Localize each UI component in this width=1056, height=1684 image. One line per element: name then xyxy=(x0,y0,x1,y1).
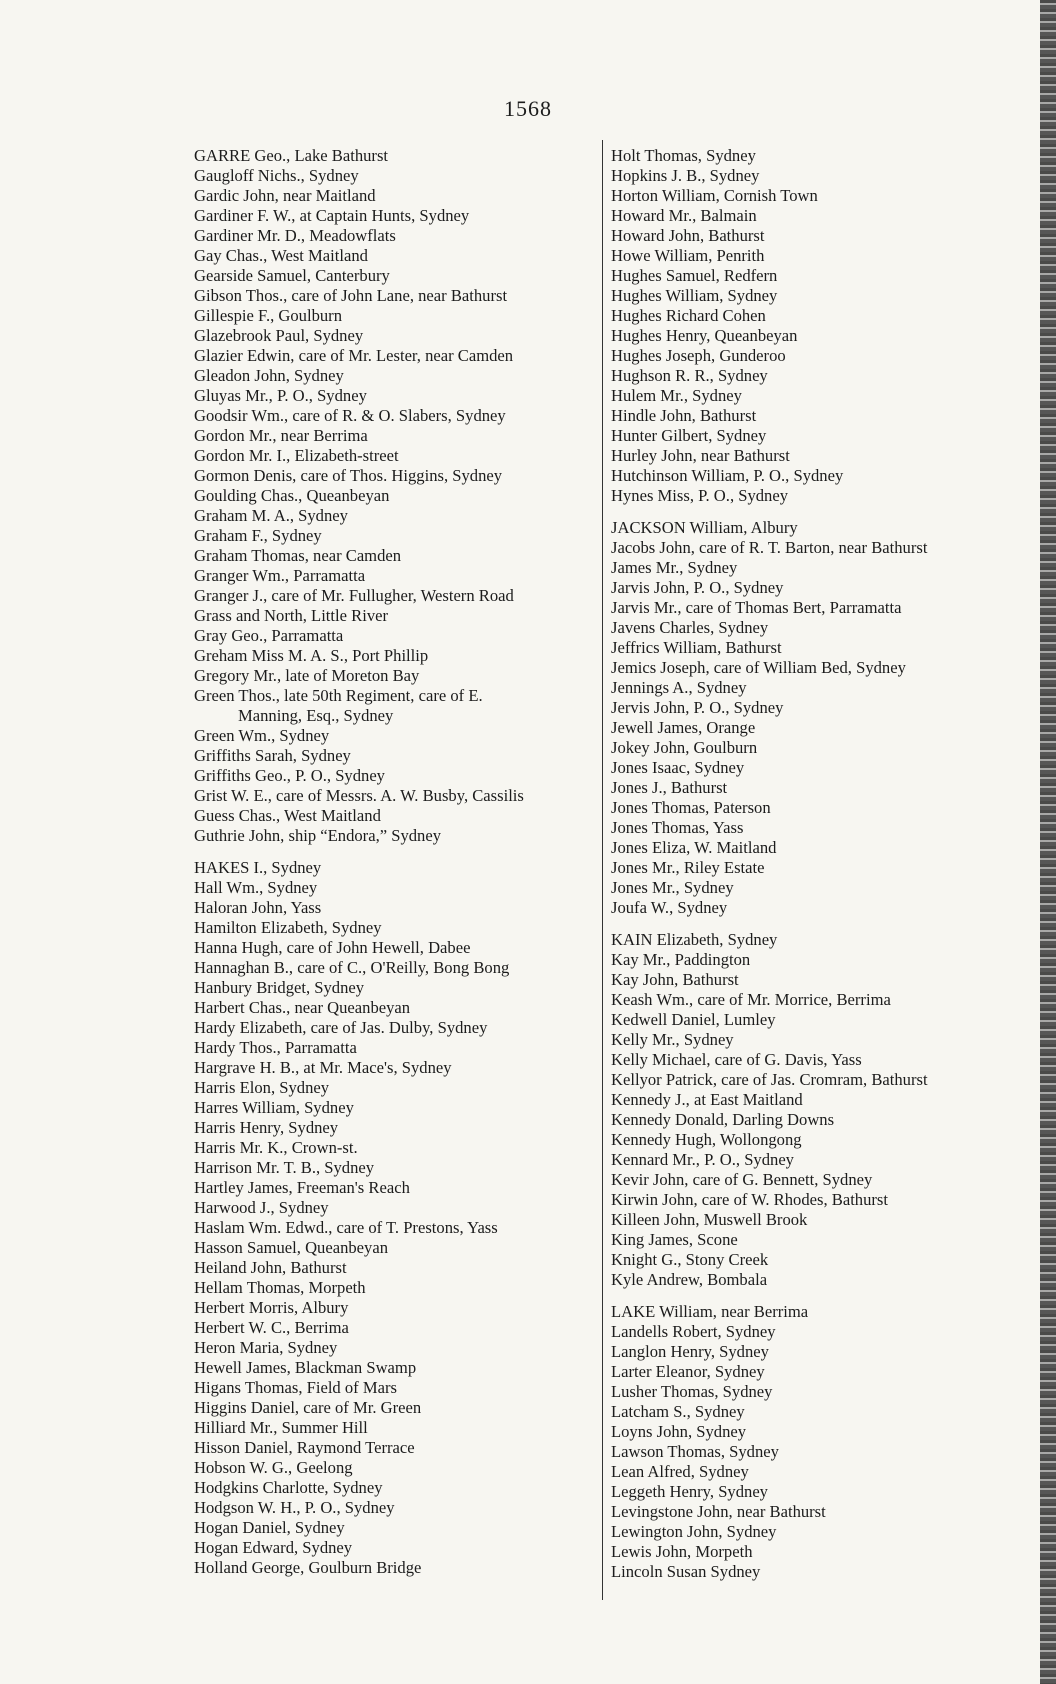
directory-entry: Hynes Miss, P. O., Sydney xyxy=(611,486,789,505)
directory-entry: Hargrave H. B., at Mr. Mace's, Sydney xyxy=(194,1058,452,1077)
directory-entry: Howe William, Penrith xyxy=(611,246,765,265)
directory-entry: Hisson Daniel, Raymond Terrace xyxy=(194,1438,415,1457)
directory-entry: Hodgson W. H., P. O., Sydney xyxy=(194,1498,395,1517)
directory-entry: Hindle John, Bathurst xyxy=(611,406,757,425)
directory-entry: Lincoln Susan Sydney xyxy=(611,1562,761,1581)
section-gap xyxy=(611,918,1031,930)
directory-entry: Kirwin John, care of W. Rhodes, Bathurst xyxy=(611,1190,888,1209)
directory-entry: Lusher Thomas, Sydney xyxy=(611,1382,773,1401)
directory-entry: Jervis John, P. O., Sydney xyxy=(611,698,784,717)
directory-entry: Levingstone John, near Bathurst xyxy=(611,1502,826,1521)
directory-entry: King James, Scone xyxy=(611,1230,738,1249)
directory-entry: JACKSON William, Albury xyxy=(611,518,798,537)
directory-entry: Heron Maria, Sydney xyxy=(194,1338,338,1357)
directory-entry: Hughes William, Sydney xyxy=(611,286,778,305)
directory-entry: Langlon Henry, Sydney xyxy=(611,1342,769,1361)
directory-entry: Gibson Thos., care of John Lane, near Bathurst xyxy=(194,286,508,305)
directory-entry: Hanna Hugh, care of John Hewell, Dabee xyxy=(194,938,471,957)
directory-entry: Harris Mr. K., Crown-st. xyxy=(194,1138,358,1157)
directory-entry: Jones Isaac, Sydney xyxy=(611,758,745,777)
directory-entry: Gregory Mr., late of Moreton Bay xyxy=(194,666,420,685)
directory-entry: Gaugloff Nichs., Sydney xyxy=(194,166,359,185)
directory-entry: Hewell James, Blackman Swamp xyxy=(194,1358,417,1377)
directory-entry: Hughes Joseph, Gunderoo xyxy=(611,346,786,365)
directory-entry: Harris Henry, Sydney xyxy=(194,1118,339,1137)
directory-entry: James Mr., Sydney xyxy=(611,558,738,577)
directory-entry: Kelly Michael, care of G. Davis, Yass xyxy=(611,1050,862,1069)
directory-entry: Lewington John, Sydney xyxy=(611,1522,777,1541)
directory-entry: Harris Elon, Sydney xyxy=(194,1078,330,1097)
directory-entry: Gormon Denis, care of Thos. Higgins, Sydney xyxy=(194,466,503,485)
directory-entry: Heiland John, Bathurst xyxy=(194,1258,347,1277)
directory-entry: Goodsir Wm., care of R. & O. Slabers, Sydney xyxy=(194,406,506,425)
directory-entry: Jones Mr., Sydney xyxy=(611,878,734,897)
directory-entry: Griffiths Geo., P. O., Sydney xyxy=(194,766,385,785)
directory-entry: Lawson Thomas, Sydney xyxy=(611,1442,779,1461)
directory-entry: Jewell James, Orange xyxy=(611,718,756,737)
directory-entry: Higans Thomas, Field of Mars xyxy=(194,1378,397,1397)
directory-entry: Howard John, Bathurst xyxy=(611,226,765,245)
directory-entry: GARRE Geo., Lake Bathurst xyxy=(194,146,389,165)
directory-entry: Keash Wm., care of Mr. Morrice, Berrima xyxy=(611,990,891,1009)
directory-entry: Horton William, Cornish Town xyxy=(611,186,818,205)
directory-entry: Jeffrics William, Bathurst xyxy=(611,638,782,657)
directory-entry: Kellyor Patrick, care of Jas. Cromram, Bathurst xyxy=(611,1070,928,1089)
directory-entry: Holland George, Goulburn Bridge xyxy=(194,1558,422,1577)
directory-entry: HAKES I., Sydney xyxy=(194,858,322,877)
directory-entry: Graham M. A., Sydney xyxy=(194,506,348,525)
directory-entry: Latcham S., Sydney xyxy=(611,1402,745,1421)
directory-entry: Harres William, Sydney xyxy=(194,1098,354,1117)
directory-entry: Harwood J., Sydney xyxy=(194,1198,329,1217)
directory-entry: Haslam Wm. Edwd., care of T. Prestons, Yass xyxy=(194,1218,498,1237)
directory-entry: Gardiner F. W., at Captain Hunts, Sydney xyxy=(194,206,470,225)
directory-entry: Hughes Richard Cohen xyxy=(611,306,766,325)
directory-entry: Graham Thomas, near Camden xyxy=(194,546,402,565)
directory-entry: Leggeth Henry, Sydney xyxy=(611,1482,768,1501)
section-gap xyxy=(611,1290,1031,1302)
directory-entry: Gay Chas., West Maitland xyxy=(194,246,368,265)
directory-entry: Green Thos., late 50th Regiment, care of E. xyxy=(194,686,483,705)
directory-entry: Hardy Thos., Parramatta xyxy=(194,1038,357,1057)
directory-entry: Greham Miss M. A. S., Port Phillip xyxy=(194,646,429,665)
page-edge-shadow xyxy=(1040,0,1056,1684)
directory-entry: Herbert W. C., Berrima xyxy=(194,1318,349,1337)
directory-entry: Joufa W., Sydney xyxy=(611,898,728,917)
directory-entry: Gearside Samuel, Canterbury xyxy=(194,266,390,285)
directory-entry: Gardic John, near Maitland xyxy=(194,186,376,205)
directory-entry: Javens Charles, Sydney xyxy=(611,618,769,637)
directory-entry: Guthrie John, ship “Endora,” Sydney xyxy=(194,826,442,845)
directory-entry: Hilliard Mr., Summer Hill xyxy=(194,1418,368,1437)
directory-entry: Lean Alfred, Sydney xyxy=(611,1462,749,1481)
directory-entry: Kelly Mr., Sydney xyxy=(611,1030,734,1049)
directory-entry: Hartley James, Freeman's Reach xyxy=(194,1178,410,1197)
directory-entry: Hurley John, near Bathurst xyxy=(611,446,790,465)
directory-entry: Hannaghan B., care of C., O'Reilly, Bong Bong xyxy=(194,958,510,977)
directory-entry: Hutchinson William, P. O., Sydney xyxy=(611,466,844,485)
directory-entry: Jemics Joseph, care of William Bed, Sydney xyxy=(611,658,906,677)
directory-entry: Guess Chas., West Maitland xyxy=(194,806,381,825)
directory-entry: Green Wm., Sydney xyxy=(194,726,330,745)
column-divider xyxy=(602,140,603,1600)
directory-entry: Jarvis Mr., care of Thomas Bert, Parramatta xyxy=(611,598,902,617)
directory-entry: Glazier Edwin, care of Mr. Lester, near Camden xyxy=(194,346,514,365)
directory-entry: Hopkins J. B., Sydney xyxy=(611,166,760,185)
directory-entry: Griffiths Sarah, Sydney xyxy=(194,746,351,765)
directory-entry: Glazebrook Paul, Sydney xyxy=(194,326,364,345)
directory-entry: Harrison Mr. T. B., Sydney xyxy=(194,1158,375,1177)
directory-entry: Kyle Andrew, Bombala xyxy=(611,1270,768,1289)
directory-entry: Haloran John, Yass xyxy=(194,898,322,917)
directory-entry: Manning, Esq., Sydney xyxy=(238,706,394,725)
directory-entry: Higgins Daniel, care of Mr. Green xyxy=(194,1398,422,1417)
directory-entry: Howard Mr., Balmain xyxy=(611,206,757,225)
directory-entry: Jones Thomas, Paterson xyxy=(611,798,771,817)
directory-entry: Kennedy J., at East Maitland xyxy=(611,1090,803,1109)
directory-entry: Gardiner Mr. D., Meadowflats xyxy=(194,226,396,245)
directory-entry: Kay John, Bathurst xyxy=(611,970,739,989)
section-gap xyxy=(194,846,600,858)
directory-entry: Gillespie F., Goulburn xyxy=(194,306,343,325)
directory-entry: Hardy Elizabeth, care of Jas. Dulby, Sydney xyxy=(194,1018,488,1037)
left-column xyxy=(194,146,600,1578)
directory-entry: Kennedy Donald, Darling Downs xyxy=(611,1110,835,1129)
directory-entry: Hogan Edward, Sydney xyxy=(194,1538,353,1557)
directory-entry: Hamilton Elizabeth, Sydney xyxy=(194,918,382,937)
directory-entry: Jacobs John, care of R. T. Barton, near Bathurst xyxy=(611,538,928,557)
right-column xyxy=(611,146,1031,1582)
directory-entry: Killeen John, Muswell Brook xyxy=(611,1210,808,1229)
directory-entry: Granger J., care of Mr. Fullugher, Western Road xyxy=(194,586,514,605)
directory-entry: Grist W. E., care of Messrs. A. W. Busby, Cassilis xyxy=(194,786,524,805)
directory-entry: Kennedy Hugh, Wollongong xyxy=(611,1130,802,1149)
directory-entry: Jones J., Bathurst xyxy=(611,778,728,797)
directory-entry: Goulding Chas., Queanbeyan xyxy=(194,486,390,505)
directory-entry: LAKE William, near Berrima xyxy=(611,1302,809,1321)
directory-entry: Gordon Mr. I., Elizabeth-street xyxy=(194,446,399,465)
directory-entry: Gordon Mr., near Berrima xyxy=(194,426,368,445)
directory-entry: Gluyas Mr., P. O., Sydney xyxy=(194,386,367,405)
directory-entry: Jarvis John, P. O., Sydney xyxy=(611,578,784,597)
directory-entry: Gray Geo., Parramatta xyxy=(194,626,344,645)
directory-entry: Jones Thomas, Yass xyxy=(611,818,744,837)
directory-entry: Holt Thomas, Sydney xyxy=(611,146,756,165)
directory-entry: Hasson Samuel, Queanbeyan xyxy=(194,1238,389,1257)
directory-entry: Landells Robert, Sydney xyxy=(611,1322,776,1341)
directory-entry: Gleadon John, Sydney xyxy=(194,366,344,385)
section-gap xyxy=(611,506,1031,518)
directory-entry: Kevir John, care of G. Bennett, Sydney xyxy=(611,1170,873,1189)
directory-entry: Hunter Gilbert, Sydney xyxy=(611,426,767,445)
directory-entry: Hellam Thomas, Morpeth xyxy=(194,1278,366,1297)
directory-entry: Hughes Samuel, Redfern xyxy=(611,266,778,285)
directory-entry: Jones Mr., Riley Estate xyxy=(611,858,765,877)
directory-entry: Hughson R. R., Sydney xyxy=(611,366,768,385)
directory-entry: Herbert Morris, Albury xyxy=(194,1298,349,1317)
directory-entry: Hogan Daniel, Sydney xyxy=(194,1518,345,1537)
directory-entry: Hanbury Bridget, Sydney xyxy=(194,978,365,997)
directory-entry: Jones Eliza, W. Maitland xyxy=(611,838,777,857)
directory-entry: Kay Mr., Paddington xyxy=(611,950,751,969)
directory-entry: Lewis John, Morpeth xyxy=(611,1542,753,1561)
directory-entry: KAIN Elizabeth, Sydney xyxy=(611,930,778,949)
directory-entry: Hobson W. G., Geelong xyxy=(194,1458,353,1477)
directory-entry: Granger Wm., Parramatta xyxy=(194,566,366,585)
page-number: 1568 xyxy=(504,96,552,121)
directory-entry: Kennard Mr., P. O., Sydney xyxy=(611,1150,794,1169)
directory-entry: Loyns John, Sydney xyxy=(611,1422,747,1441)
directory-entry: Hughes Henry, Queanbeyan xyxy=(611,326,798,345)
directory-entry: Jennings A., Sydney xyxy=(611,678,747,697)
directory-entry: Kedwell Daniel, Lumley xyxy=(611,1010,776,1029)
directory-entry: Hall Wm., Sydney xyxy=(194,878,318,897)
directory-entry: Jokey John, Goulburn xyxy=(611,738,758,757)
directory-entry: Harbert Chas., near Queanbeyan xyxy=(194,998,411,1017)
directory-entry: Graham F., Sydney xyxy=(194,526,322,545)
directory-entry: Larter Eleanor, Sydney xyxy=(611,1362,765,1381)
directory-entry: Grass and North, Little River xyxy=(194,606,389,625)
directory-entry: Hodgkins Charlotte, Sydney xyxy=(194,1478,383,1497)
directory-entry: Hulem Mr., Sydney xyxy=(611,386,742,405)
directory-entry: Knight G., Stony Creek xyxy=(611,1250,769,1269)
